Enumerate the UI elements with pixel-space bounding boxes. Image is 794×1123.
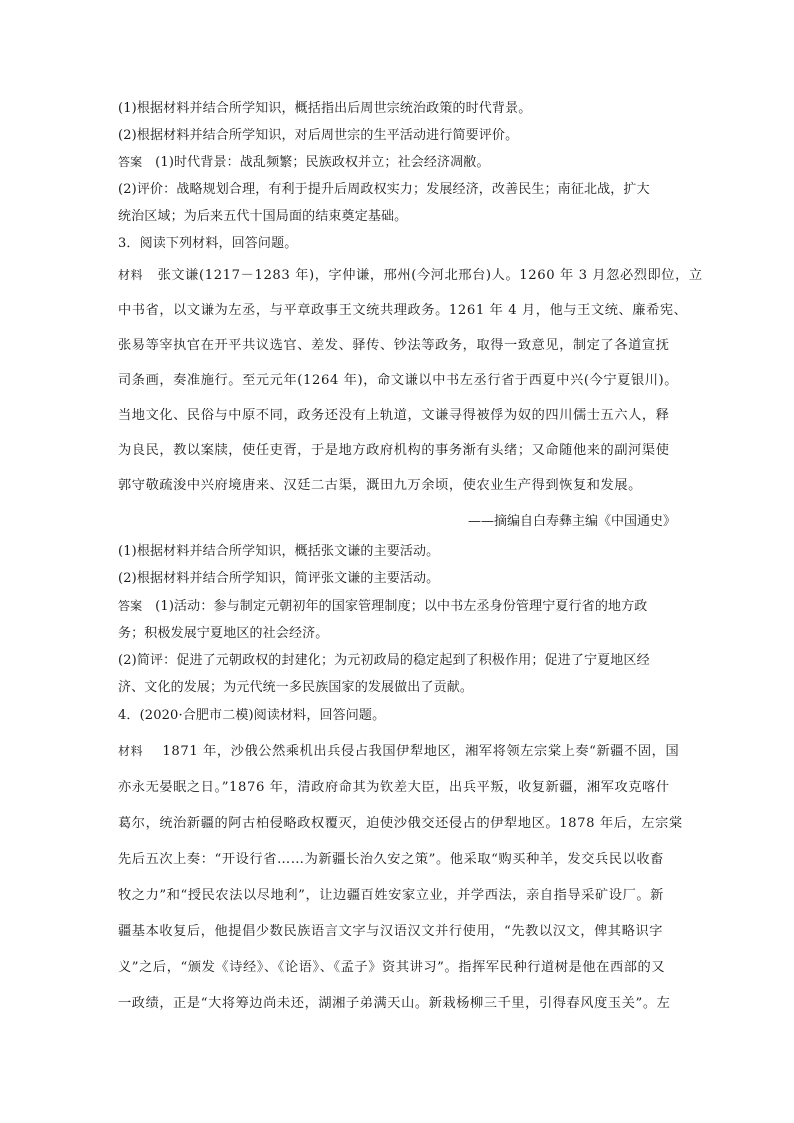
q3-sub-question-1: (1)根据材料并结合所学知识，概括张文谦的主要活动。 [118,544,440,559]
q2-answer-2-line-2: 统治区域；为后来五代十国局面的结束奠定基础。 [118,209,408,224]
q2-sub-question-2: (2)根据材料并结合所学知识，对后周世宗的生平活动进行简要评价。 [118,128,519,143]
q4-material-line-7: 义”之后，“颁发《诗经》、《论语》、《孟子》资其讲习”。指挥军民种行道树是他在西部的又 [118,960,666,975]
q3-material-line-2: 中书省，以文谦为左丞，与平章政事王文统共理政务。1261 年 4 月，他与王文统、廉希宪、 [118,303,688,318]
q2-answer-1: (1)时代背景：战乱频繁；民族政权并立；社会经济凋敝。 [155,155,490,170]
q4-material-line-1: 材料 1871 年，沙俄公然乘机出兵侵占我国伊犁地区，湘军将领左宗棠上奏“新疆不固，国 [118,744,680,759]
q3-material-line-3: 张易等宰执官在开平共议选官、差发、驿传、钞法等政务，取得一致意见，制定了各道宣抚 [118,338,670,353]
q3-material-line-7: 郭守敬疏浚中兴府境唐来、汉廷二古渠，溉田九万余顷，使农业生产得到恢复和发展。 [118,478,642,493]
q3-material-line-1: 材料 张文谦(1217－1283 年)，字仲谦，邢州(今河北邢台)人。1260 年 3 月忽必烈即位，立 [118,268,703,283]
q3-answer-1-line-1: 答案 (1)活动：参与制定元朝初年的国家管理制度；以中书左丞身份管理宁夏行省的地方政 [118,599,648,614]
q4-title: 4．(2020·合肥市二模)阅读材料，回答问题。 [118,708,386,723]
q4-material-line-4: 先后五次上奏：“开设行省……为新疆长治久安之策”。他采取“购买种羊，发交兵民以收畜 [118,852,664,867]
q3-answer-1-line-2: 务；积极发展宁夏地区的社会经济。 [118,626,329,641]
q4-material-line-8: 一政绩，正是“大将筹边尚未还，湖湘子弟满天山。新栽杨柳三千里，引得春风度玉关”。左 [118,996,671,1011]
q4-material-line-6: 疆基本收复后，他提倡少数民族语言文字与汉语汉文并行使用，“先教以汉文，俾其略识字 [118,924,664,939]
q3-answer-2-line-1: (2)简评：促进了元朝政权的封建化；为元初政局的稳定起到了积极作用；促进了宁夏地区经 [118,653,650,668]
q4-material-line-3: 葛尔，统治新疆的阿古柏侵略政权覆灭，迫使沙俄交还侵占的伊犁地区。1878 年后，左宗棠 [118,816,683,831]
q3-material-line-5: 当地文化、民俗与中原不同，政务还没有上轨道，文谦寻得被俘为奴的四川儒士五六人，释 [118,408,670,423]
material-label: 材料 [118,268,144,282]
q3-answer-2-line-2: 济、文化的发展；为元代统一多民族国家的发展做出了贡献。 [118,680,474,695]
q2-sub-question-1: (1)根据材料并结合所学知识，概括指出后周世宗统治政策的时代背景。 [118,101,532,116]
q3-material-line-4: 司条画，奏准施行。至元元年(1264 年)，命文谦以中书左丞行省于西夏中兴(今宁夏银川)。 [118,373,679,388]
q2-answer-line-1 [118,151,678,170]
q3-title: 3．阅读下列材料，回答问题。 [118,236,298,251]
q3-material-line-6: 为良民，教以案牍，使任吏胥，于是地方政府机构的事务渐有头绪；又命随他来的副河渠使 [118,443,670,458]
q3-source: ——摘编自白寿彝主编《中国通史》 [467,514,676,529]
material-label: 材料 [118,744,144,758]
q3-sub-question-2: (2)根据材料并结合所学知识，简评张文谦的主要活动。 [118,571,440,586]
q4-material-line-2: 亦永无晏眠之日。”1876 年，清政府命其为钦差大臣，出兵平叛，收复新疆，湘军攻克喀什 [118,780,670,795]
q4-material-line-5: 牧之力”和“授民农法以尽地利”，让边疆百姓安家立业，并学西法，亲自指导采矿设厂。新 [118,888,664,903]
answer-label: 答案 [118,155,143,169]
answer-label: 答案 [118,599,143,613]
q2-answer-2-line-1: (2)评价：战略规划合理，有利于提升后周政权实力；发展经济，改善民生；南征北战，扩大 [118,182,650,197]
